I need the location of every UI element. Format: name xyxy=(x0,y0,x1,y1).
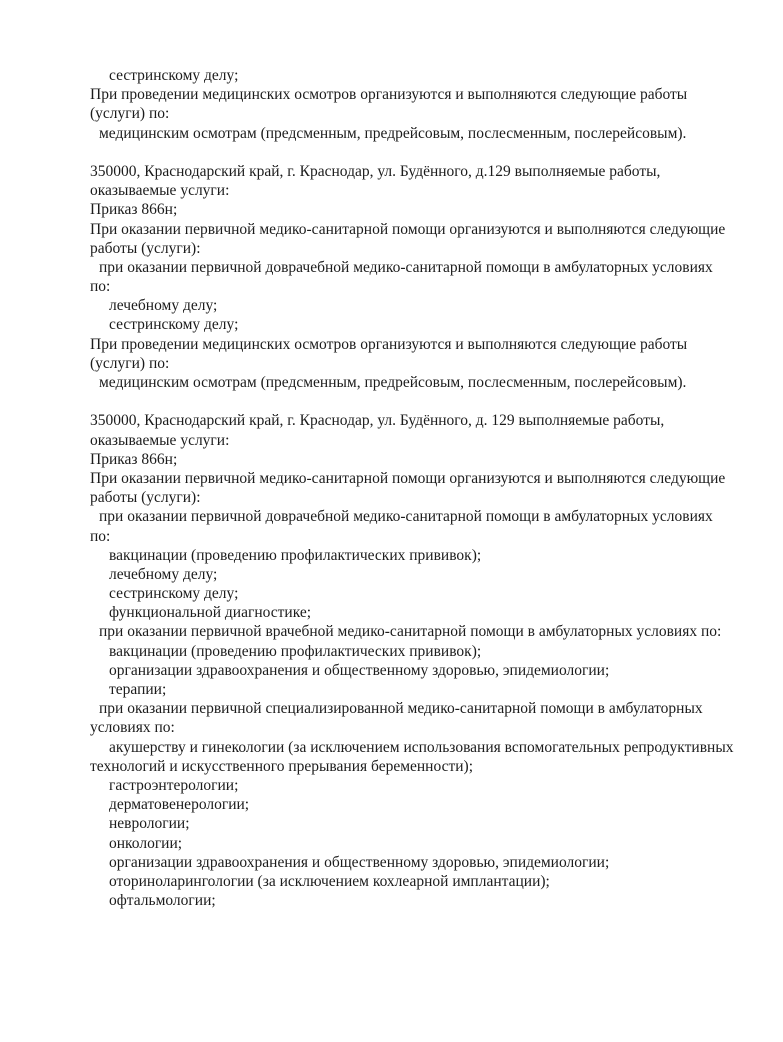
text-line: оказываемые услуги: xyxy=(90,182,230,200)
text-line: При проведении медицинских осмотров организуются и выполняются следующие работы xyxy=(90,86,688,104)
text-line: оказываемые услуги: xyxy=(90,431,230,449)
text-line: работы (услуги): xyxy=(90,239,201,257)
text-line: по: xyxy=(90,527,111,545)
text-line: терапии; xyxy=(109,681,167,698)
text-line: гастроэнтерологии; xyxy=(109,776,239,794)
text-line: медицинским осмотрам (предсменным, предрейсовым, послесменным, послерейсовым). xyxy=(99,374,687,391)
text-line: при оказании первичной доврачебной медико-санитарной помощи в амбулаторных условиях xyxy=(99,258,713,276)
text-line: оториноларингологии (за исключением кохлеарной имплантации); xyxy=(109,872,550,890)
text-line: 350000, Краснодарский край, г. Краснодар, ул. Будённого, д.129 выполняемые работы, xyxy=(90,162,661,180)
text-line: организации здравоохранения и общественному здоровью, эпидемиологии; xyxy=(109,853,610,871)
text-line: При проведении медицинских осмотров организуются и выполняются следующие работы xyxy=(90,335,688,353)
text-line: вакцинации (проведению профилактических прививок); xyxy=(109,642,482,660)
text-line: онкологии; xyxy=(109,834,183,852)
text-line: организации здравоохранения и общественному здоровью, эпидемиологии; xyxy=(109,661,610,679)
text-line: 350000, Краснодарский край, г. Краснодар, ул. Будённого, д. 129 выполняемые работы, xyxy=(90,412,665,430)
text-line: сестринскому делу; xyxy=(109,316,239,334)
text-line: функциональной диагностике; xyxy=(109,604,312,622)
text-line: дерматовенерологии; xyxy=(109,796,250,814)
text-line: медицинским осмотрам (предсменным, предрейсовым, послесменным, послерейсовым). xyxy=(99,124,687,142)
blank-line xyxy=(90,143,730,162)
text-line: При оказании первичной медико-санитарной помощи организуются и выполняются следующие xyxy=(90,220,726,238)
blank-line xyxy=(90,392,730,411)
text-line: при оказании первичной врачебной медико-санитарной помощи в амбулаторных условиях по: xyxy=(99,623,722,641)
text-line: лечебному делу; xyxy=(109,297,218,315)
text-line: Приказ 866н; xyxy=(90,201,178,219)
document-content xyxy=(90,66,734,910)
text-line: сестринскому делу; xyxy=(109,585,239,603)
text-line: условиях по: xyxy=(90,719,175,737)
text-line: лечебному делу; xyxy=(109,565,218,583)
text-line: (услуги) по: xyxy=(90,105,170,123)
text-line: по: xyxy=(90,278,111,296)
text-line: Приказ 866н; xyxy=(90,450,178,468)
text-line: акушерству и гинекологии (за исключением использования вспомогательных репродуктивных xyxy=(109,738,734,756)
text-line: сестринскому делу; xyxy=(109,67,239,84)
text-line: При оказании первичной медико-санитарной помощи организуются и выполняются следующие xyxy=(90,469,726,487)
text-line: технологий и искусственного прерывания беременности); xyxy=(90,757,474,775)
text-line: работы (услуги): xyxy=(90,489,201,507)
text-line: вакцинации (проведению профилактических прививок); xyxy=(109,546,482,564)
text-line: при оказании первичной специализированной медико-санитарной помощи в амбулаторных xyxy=(99,700,703,718)
text-line: офтальмологии; xyxy=(109,892,216,910)
text-line: при оказании первичной доврачебной медико-санитарной помощи в амбулаторных условиях xyxy=(99,508,713,526)
text-line: неврологии; xyxy=(109,815,190,833)
text-line: (услуги) по: xyxy=(90,354,170,372)
